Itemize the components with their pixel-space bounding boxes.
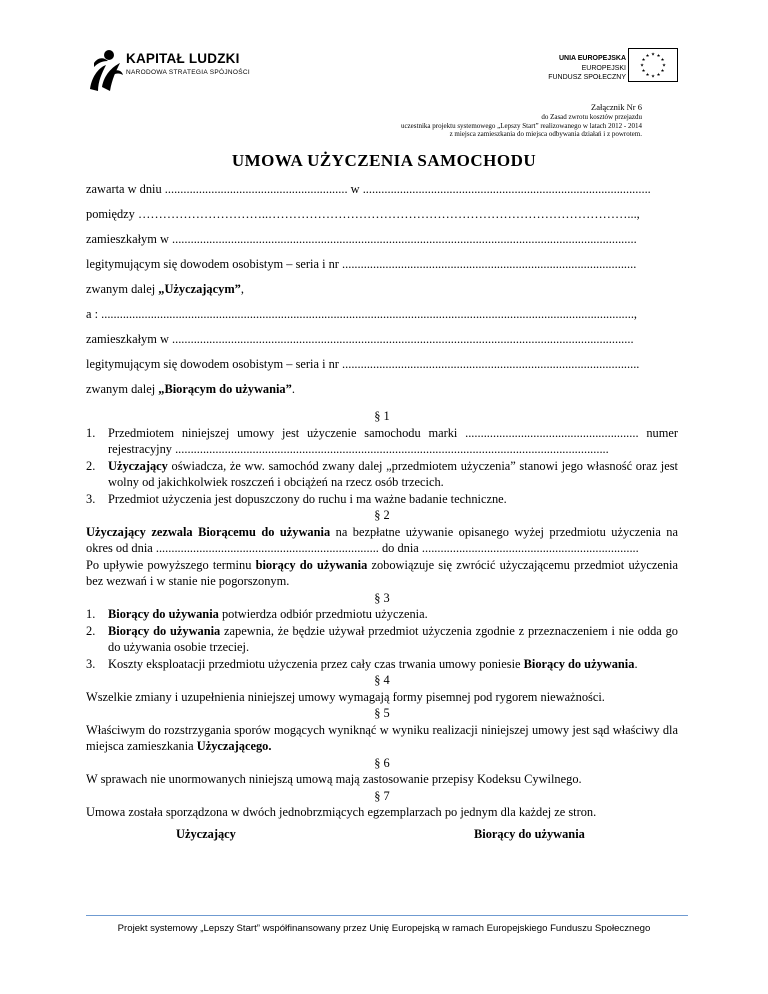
party-line-date: zawarta w dniu ........................................................... w ............................................................................................. <box>86 182 651 196</box>
party-line-second: a : ............................................................................................................................................................................, <box>86 307 638 321</box>
section-3-item-1 <box>86 606 678 623</box>
section-7-text: Umowa została sporządzona w dwóch jednobrzmiących egzemplarzach po jednym dla każdej ze stron. <box>86 805 597 819</box>
eu-star-icon: ★ <box>660 58 665 64</box>
role-2-prefix: zwanym dalej <box>86 382 159 396</box>
section-2-para-1 <box>86 524 678 557</box>
section-3-item-3 <box>86 656 678 673</box>
party-line-address-1: zamieszkałym w ...................................................................................................................................................... <box>86 232 637 246</box>
role-1-suffix: , <box>240 282 244 296</box>
eu-star-icon: ★ <box>639 63 645 69</box>
item-number: 1. <box>86 607 96 621</box>
item-bold: Biorący do używania <box>523 656 635 671</box>
eu-star-icon: ★ <box>650 74 656 80</box>
item-text: Przedmiot użyczenia jest dopuszczony do ruchu i ma ważne badanie techniczne. <box>108 491 507 506</box>
item-number: 3. <box>86 656 96 671</box>
signature-borrower: Biorący do używania <box>474 827 585 841</box>
eu-star-icon: ★ <box>660 69 665 75</box>
para-text: zobowiązuje się zwrócić użyczającemu przedmiot użyczenia bez wezwań i w stanie nie pogorszonym. <box>86 557 678 588</box>
section-2-heading: § 2 <box>374 508 390 522</box>
annex-line2: uczestnika projektu systemowego „Lepszy Start” realizowanego w latach 2012 - 2014 <box>400 121 642 130</box>
item-number: 2. <box>86 458 96 473</box>
kapital-ludzki-emblem-icon <box>86 45 126 95</box>
section-5-text <box>86 722 678 755</box>
item-bold: Biorący do używania <box>108 607 219 621</box>
item-text: zapewnia, że będzie używał przedmiot użyczenia zgodnie z przeznaczeniem i nie odda go do używania osobie trzeciej. <box>108 623 678 654</box>
section-5-heading: § 5 <box>374 706 390 720</box>
contract-body <box>86 408 678 821</box>
section-3-list <box>86 606 678 672</box>
item-text: Przedmiotem niniejszej umowy jest użyczenie samochodu marki ........................................................ numer rejestracyjny ............................................................................................................................................ <box>108 425 678 456</box>
section-1-item-1 <box>86 425 678 458</box>
item-text: potwierdza odbiór przedmiotu użyczenia. <box>218 607 428 621</box>
eu-star-icon: ★ <box>645 54 650 60</box>
section-6-heading: § 6 <box>374 755 390 770</box>
section-1-heading: § 1 <box>374 409 390 423</box>
signature-lender: Użyczający <box>176 827 236 841</box>
item-bold: Użyczający <box>108 458 168 473</box>
para-text: na bezpłatne używanie opisanego wyżej przedmiotu użyczenia na okres od dnia ........................................................................ do dnia ...................................................................... <box>86 524 678 555</box>
annex-line1: do Zasad zwrotu kosztów przejazdu <box>541 113 642 121</box>
kl-subtitle: NARODOWA STRATEGIA SPÓJNOŚCI <box>126 69 250 76</box>
section-4-heading: § 4 <box>374 673 390 687</box>
eu-star-icon: ★ <box>656 54 661 60</box>
section-4-text: Wszelkie zmiany i uzupełnienia niniejszej umowy wymagają formy pisemnej pod rygorem nieważności. <box>86 689 605 704</box>
para-bold: biorący do używania <box>255 557 368 572</box>
party-line-id-1: legitymującym się dowodem osobistym – seria i nr ............................................................................................... <box>86 257 637 271</box>
section-1-item-3 <box>86 491 678 508</box>
section-3-item-2 <box>86 623 678 656</box>
role-2-name: „Biorącym do używania” <box>158 382 292 396</box>
section-2-para-2 <box>86 557 678 590</box>
party-line-role-1 <box>86 282 676 297</box>
eu-text <box>548 54 626 83</box>
item-text: oświadcza, że ww. samochód zwany dalej „przedmiotem użyczenia” stanowi jego własność oraz jest wolny od jakichkolwiek roszczeń i obciążeń na rzecz osób trzecich. <box>108 458 678 489</box>
party-line-between: pomiędzy …………………………..……………………………………………………………………………..., <box>86 207 640 221</box>
eu-star-icon: ★ <box>645 73 650 79</box>
document-title: UMOWA UŻYCZENIA SAMOCHODU <box>231 151 537 170</box>
role-1-name: „Użyczającym” <box>158 282 241 296</box>
party-line-address-2: zamieszkałym w ..................................................................................................................................................... <box>86 332 634 346</box>
eu-star-icon: ★ <box>661 63 667 69</box>
eu-star-icon: ★ <box>650 52 656 58</box>
item-suffix: . <box>634 656 638 671</box>
annex-header <box>401 102 642 139</box>
para-text: Po upływie powyższego terminu <box>86 557 256 572</box>
section-1-item-2 <box>86 458 678 491</box>
para-text: Właściwym do rozstrzygania sporów mogących wyniknąć w wyniku realizacji niniejszej umowy jest sąd właściwy dla miejsca zamieszkania <box>86 722 678 753</box>
item-number: 2. <box>86 623 96 638</box>
item-number: 1. <box>86 425 96 440</box>
page-footer: Projekt systemowy „Lepszy Start” współfinansowany przez Unię Europejską w ramach Europejskiego Funduszu Społecznego <box>117 923 651 934</box>
footer-divider <box>86 915 688 916</box>
eu-flag-icon <box>628 48 678 82</box>
eu-line3: FUNDUSZ SPOŁECZNY <box>548 74 626 81</box>
party-line-role-2 <box>86 382 676 397</box>
item-text: Koszty eksploatacji przedmiotu użyczenia przez cały czas trwania umowy poniesie <box>108 656 524 671</box>
eu-line2: EUROPEJSKI <box>581 64 626 72</box>
kapital-ludzki-logo <box>86 45 264 97</box>
annex-line3: z miejsca zamieszkania do miejsca odbywania działań i z powrotem. <box>449 130 642 138</box>
item-bold: Biorący do używania <box>108 623 221 638</box>
section-7-heading: § 7 <box>374 788 390 803</box>
para-bold: Użyczający zezwala Biorącemu do używania <box>86 524 331 539</box>
party-line-id-2: legitymującym się dowodem osobistym – seria i nr ................................................................................................ <box>86 357 640 371</box>
eu-star-icon: ★ <box>641 58 646 64</box>
eu-line1: UNIA EUROPEJSKA <box>558 55 626 62</box>
eu-star-icon: ★ <box>656 73 661 79</box>
role-1-prefix: zwanym dalej <box>86 282 159 296</box>
item-number: 3. <box>86 491 96 506</box>
section-3-heading: § 3 <box>374 590 390 605</box>
eu-star-icon: ★ <box>641 69 646 75</box>
role-2-suffix: . <box>291 382 295 396</box>
para-bold: Użyczającego. <box>196 739 272 753</box>
annex-number: Załącznik Nr 6 <box>591 102 642 112</box>
section-1-list <box>86 425 678 508</box>
section-6-text: W sprawach nie unormowanych niniejszą umową mają zastosowanie przepisy Kodeksu Cywilnego. <box>86 772 582 786</box>
kl-title: KAPITAŁ LUDZKI <box>126 51 240 66</box>
